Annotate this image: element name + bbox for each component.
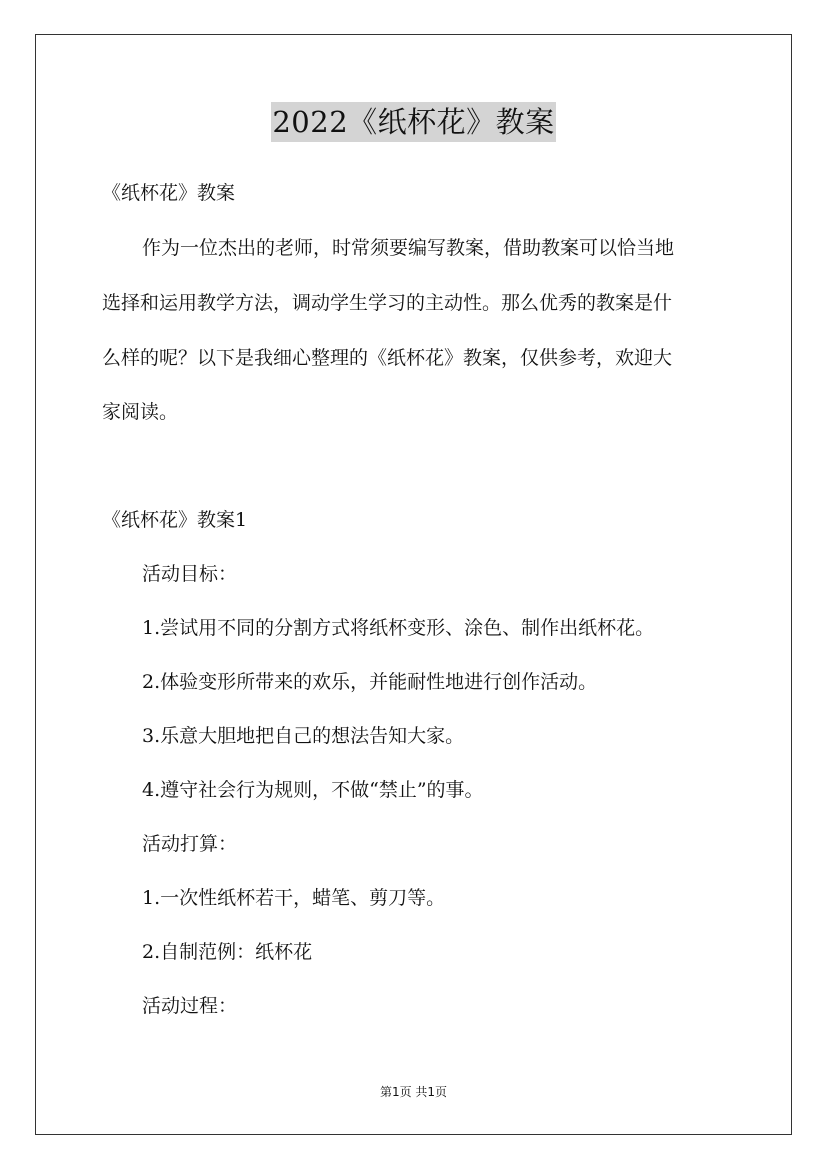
goal-item: 3.乐意大胆地把自己的想法告知大家。: [142, 725, 465, 747]
section-heading: 《纸杯花》教案1: [102, 509, 248, 531]
goal-item: 2.体验变形所带来的欢乐，并能耐性地进行创作活动。: [142, 671, 598, 693]
prep-item: 2.自制范例：纸杯花: [142, 941, 313, 963]
intro-paragraph-line-1: 作为一位杰出的老师，时常须要编写教案，借助教案可以恰当地: [142, 237, 675, 259]
prep-heading: 活动打算：: [142, 833, 238, 855]
goal-item: 1.尝试用不同的分割方式将纸杯变形、涂色、制作出纸杯花。: [142, 617, 655, 639]
process-heading: 活动过程：: [142, 995, 238, 1017]
prep-item: 1.一次性纸杯若干，蜡笔、剪刀等。: [142, 887, 446, 909]
document-title: 2022《纸杯花》教案: [271, 102, 555, 142]
goal-item: 4.遵守社会行为规则，不做“禁止”的事。: [142, 779, 484, 801]
intro-paragraph-line-2: 选择和运用教学方法，调动学生学习的主动性。那么优秀的教案是什: [102, 292, 673, 314]
intro-paragraph-line-4: 家阅读。: [102, 401, 179, 423]
page-footer: 第1页 共1页: [379, 1085, 448, 1099]
title-container: [0, 102, 827, 142]
document-subtitle: 《纸杯花》教案: [102, 182, 236, 204]
goals-heading: 活动目标：: [142, 563, 238, 585]
intro-paragraph-line-3: 么样的呢？以下是我细心整理的《纸杯花》教案，仅供参考，欢迎大: [102, 347, 673, 369]
